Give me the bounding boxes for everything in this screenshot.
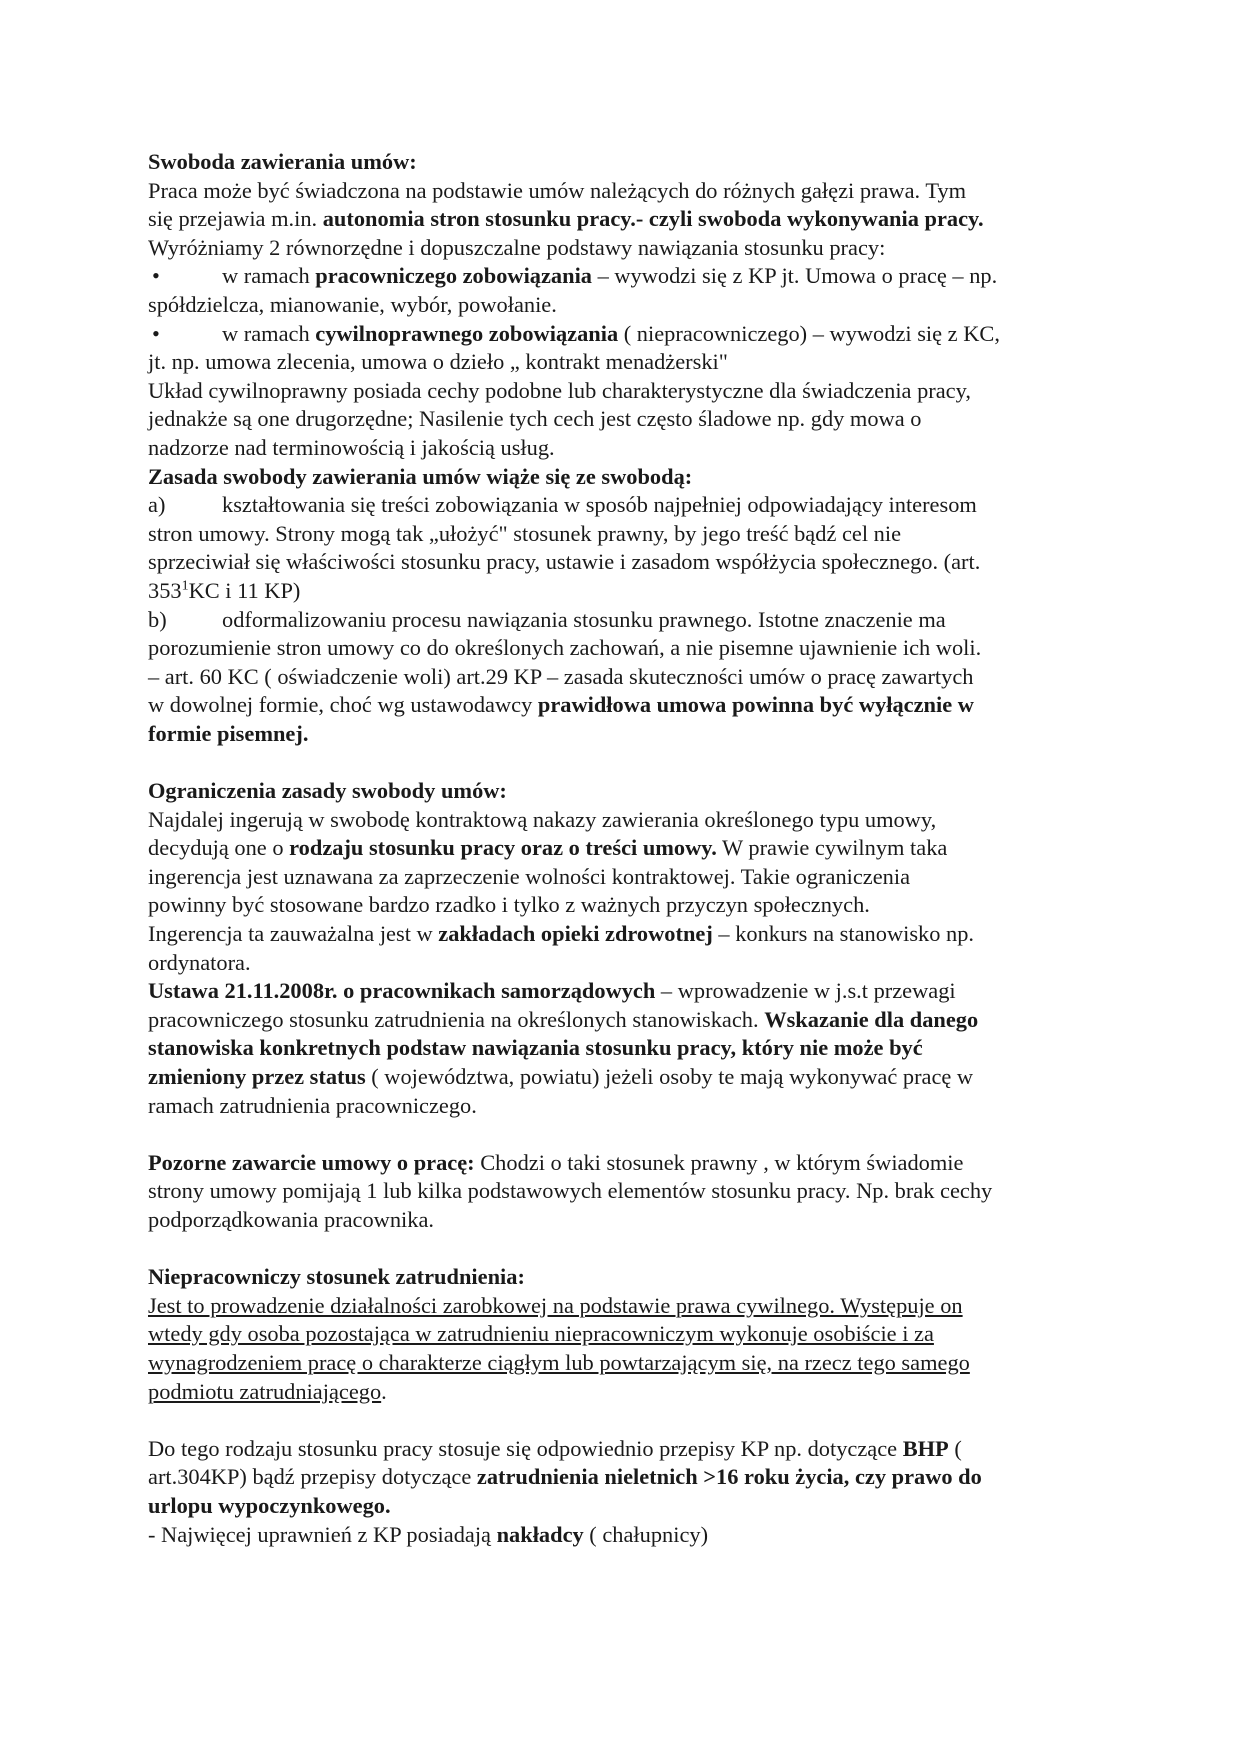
paragraph-line: porozumienie stron umowy co do określonych zachowań, a nie pisemne ujawnienie ich woli. xyxy=(148,635,982,661)
paragraph-line: się przejawia m.in. autonomia stron stosunku pracy.- czyli swoboda wykonywania pracy. xyxy=(148,206,984,232)
paragraph-line: decydują one o rodzaju stosunku pracy oraz o treści umowy. W prawie cywilnym taka xyxy=(148,835,948,861)
paragraph-line: spółdzielcza, mianowanie, wybór, powołanie. xyxy=(148,291,557,317)
spacer xyxy=(148,748,1098,777)
document-page xyxy=(148,148,1098,1549)
paragraph-line: wynagrodzeniem pracę o charakterze ciągłym lub powtarzającym się, na rzecz tego samego xyxy=(148,1349,970,1375)
paragraph-line: jt. np. umowa zlecenia, umowa o dzieło „ kontrakt menadżerski" xyxy=(148,349,728,375)
paragraph-line: podmiotu zatrudniającego. xyxy=(148,1378,387,1404)
paragraph-line: wtedy gdy osoba pozostająca w zatrudnieniu niepracowniczym wykonuje osobiście i za xyxy=(148,1321,934,1347)
paragraph-line: zmieniony przez status ( województwa, powiatu) jeżeli osoby te mają wykonywać pracę w xyxy=(148,1064,974,1089)
paragraph-line: ingerencja jest uznawana za zaprzeczenie wolności kontraktowej. Takie ograniczenia xyxy=(148,863,911,889)
paragraph-line: sprzeciwiał się właściwości stosunku pracy, ustawie i zasadom współżycia społecznego. (art. xyxy=(148,549,981,575)
spacer xyxy=(148,1120,1098,1149)
heading-zasada: Zasada swobody zawierania umów wiąże się ze swobodą: xyxy=(148,463,693,489)
bullet-icon: • xyxy=(152,263,160,289)
paragraph-line: $353^1KC$ i 11 KP) xyxy=(148,577,301,603)
paragraph-line: Układ cywilnoprawny posiada cechy podobne lub charakterystyczne dla świadczenia pracy, xyxy=(148,377,971,403)
paragraph-line: w dowolnej formie, choć wg ustawodawcy prawidłowa umowa powinna być wyłącznie w xyxy=(148,692,974,718)
paragraph-line: Ingerencja ta zauważalna jest w zakładach opieki zdrowotnej – konkurs na stanowisko np. xyxy=(148,921,975,947)
list-marker: b) xyxy=(148,606,167,632)
bullet-item-1: • w ramach pracowniczego zobowiązania – wywodzi się z KP jt. Umowa o pracę – np. xyxy=(148,262,1098,291)
paragraph-line: powinny być stosowane bardzo rzadko i tylko z ważnych przyczyn społecznych. xyxy=(148,892,870,918)
paragraph-line: Najdalej ingerują w swobodę kontraktową nakazy zawierania określonego typu umowy, xyxy=(148,806,937,832)
paragraph-line: jednakże są one drugorzędne; Nasilenie tych cech jest często śladowe np. gdy mowa o xyxy=(148,406,922,432)
paragraph-line: stron umowy. Strony mogą tak „ułożyć" stosunek prawny, by jego treść bądź cel nie xyxy=(148,520,902,546)
paragraph-line: strony umowy pomijają 1 lub kilka podstawowych elementów stosunku pracy. Np. brak cechy xyxy=(148,1178,993,1204)
list-item-b: b) odformalizowaniu procesu nawiązania stosunku prawnego. Istotne znaczenie ma xyxy=(148,606,1098,635)
spacer xyxy=(148,1406,1098,1435)
paragraph-line: ordynatora. xyxy=(148,949,251,975)
paragraph-line: Jest to prowadzenie działalności zarobkowej na podstawie prawa cywilnego. Występuje on xyxy=(148,1292,963,1318)
paragraph-line: podporządkowania pracownika. xyxy=(148,1206,434,1232)
paragraph-line: stanowiska konkretnych podstaw nawiązania stosunku pracy, który nie może być xyxy=(148,1035,923,1061)
list-item-a: a) kształtowania się treści zobowiązania w sposób najpełniej odpowiadający interesom xyxy=(148,491,1098,520)
list-marker: a) xyxy=(148,492,166,518)
bullet-icon: • xyxy=(152,320,160,346)
paragraph-line: Ustawa 21.11.2008r. o pracownikach samorządowych – wprowadzenie w j.s.t przewagi xyxy=(148,978,956,1004)
spacer xyxy=(148,1235,1098,1264)
paragraph-line: ramach zatrudnienia pracowniczego. xyxy=(148,1092,477,1118)
bullet-item-2: • w ramach cywilnoprawnego zobowiązania ( niepracowniczego) – wywodzi się z KC, xyxy=(148,320,1098,349)
heading-swoboda: Swoboda zawierania umów: xyxy=(148,149,417,174)
paragraph-line: Do tego rodzaju stosunku pracy stosuje się odpowiednio przepisy KP np. dotyczące BHP ( xyxy=(148,1435,962,1461)
paragraph-line: – art. 60 KC ( oświadczenie woli) art.29 KP – zasada skuteczności umów o pracę zawartych xyxy=(148,663,974,689)
heading-niepracowniczy: Niepracowniczy stosunek zatrudnienia: xyxy=(148,1264,525,1290)
paragraph-line: formie pisemnej. xyxy=(148,720,309,746)
paragraph-line: art.304KP) bądź przepisy dotyczące zatrudnienia nieletnich >16 roku życia, czy prawo do xyxy=(148,1464,982,1490)
paragraph-line: nadzorze nad terminowością i jakością usług. xyxy=(148,434,555,460)
paragraph-line: - Najwięcej uprawnień z KP posiadają nakładcy ( chałupnicy) xyxy=(148,1521,709,1547)
paragraph-line: pracowniczego stosunku zatrudnienia na określonych stanowiskach. Wskazanie dla danego xyxy=(148,1006,979,1032)
heading-ograniczenia: Ograniczenia zasady swobody umów: xyxy=(148,778,507,804)
paragraph-line: Wyróżniamy 2 równorzędne i dopuszczalne podstawy nawiązania stosunku pracy: xyxy=(148,234,886,260)
paragraph-line: Pozorne zawarcie umowy o pracę: Chodzi o taki stosunek prawny , w którym świadomie xyxy=(148,1149,964,1175)
paragraph-line: urlopu wypoczynkowego. xyxy=(148,1492,391,1518)
paragraph-line: Praca może być świadczona na podstawie umów należących do różnych gałęzi prawa. Tym xyxy=(148,177,967,203)
